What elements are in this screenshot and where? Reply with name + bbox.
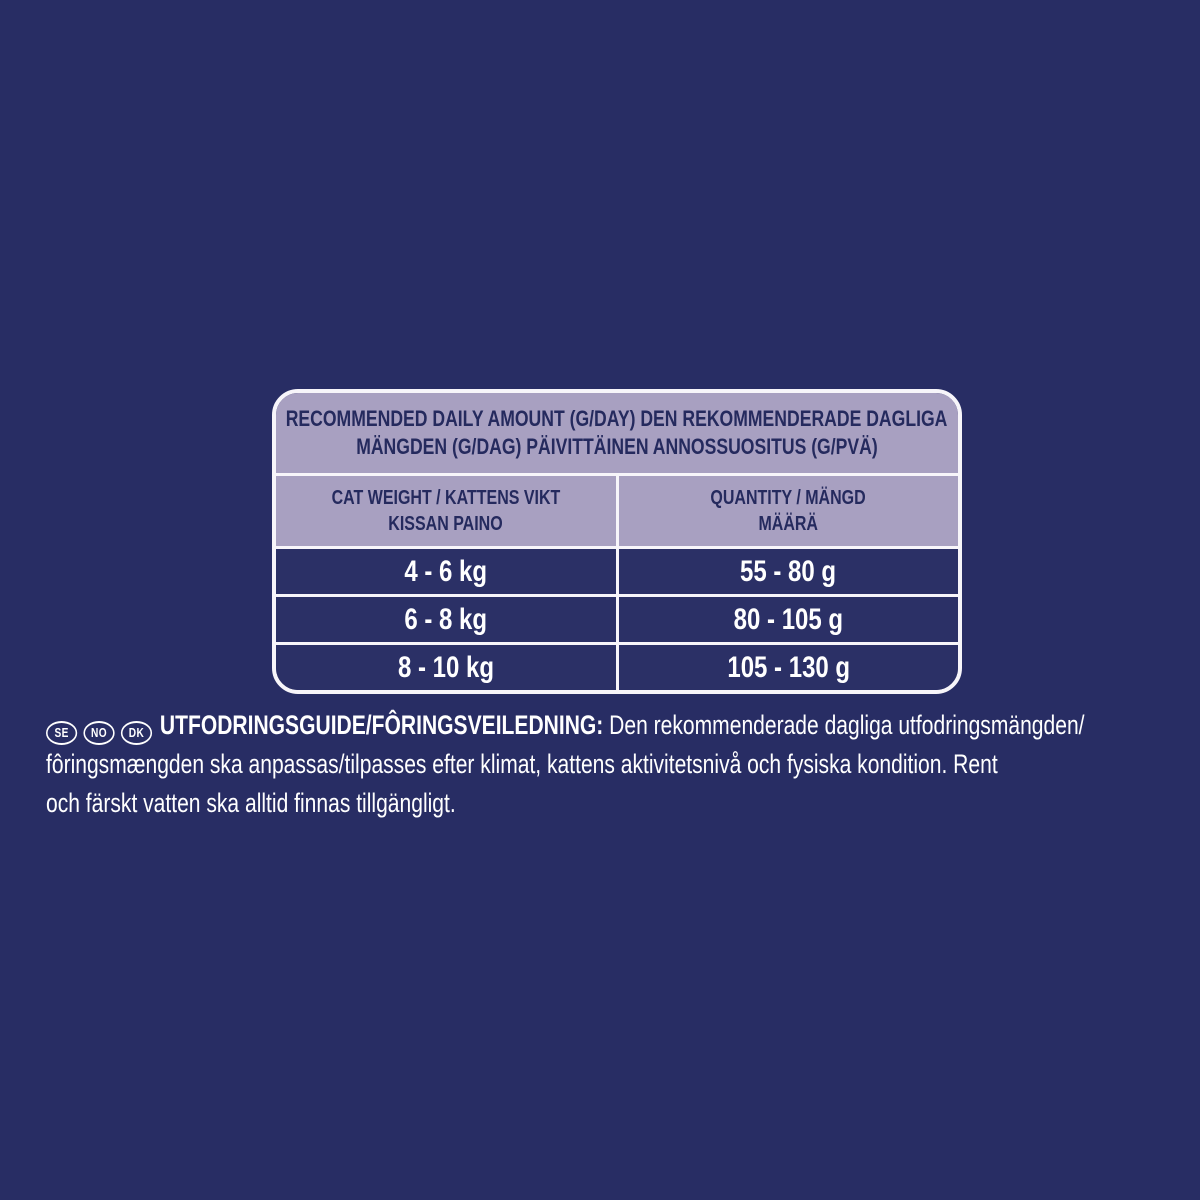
feeding-table-title-line-2: MÄNGDEN (G/DAG) PÄIVITTÄINEN ANNOSSUOSITUS (G/PVÄ) xyxy=(356,434,878,459)
cell-quantity-value: 55 - 80 g xyxy=(740,554,837,588)
country-badge-dk: DK xyxy=(121,721,152,745)
cell-quantity xyxy=(616,549,959,594)
column-header-quantity xyxy=(616,476,959,546)
column-header-quantity-line-1: QUANTITY / MÄNGD xyxy=(710,486,866,509)
country-badge-se: SE xyxy=(46,721,77,745)
column-header-quantity-line-2: MÄÄRÄ xyxy=(758,512,819,535)
feeding-table-title-line-1: RECOMMENDED DAILY AMOUNT (G/DAY) DEN REKOMMENDERADE DAGLIGA xyxy=(286,406,948,431)
table-row xyxy=(276,645,958,690)
column-header-cat-weight-line-1: CAT WEIGHT / KATTENS VIKT xyxy=(331,486,561,509)
country-badge-no: NO xyxy=(83,721,114,745)
column-header-cat-weight xyxy=(276,476,616,546)
cell-quantity xyxy=(616,645,959,690)
table-row xyxy=(276,597,958,645)
column-header-cat-weight-line-2: KISSAN PAINO xyxy=(388,512,503,535)
feeding-note-line-3: och färskt vatten ska alltid finnas tillgängligt. xyxy=(46,788,456,818)
feeding-note-line-1-rest: Den rekommenderade dagliga utfodringsmängden/ xyxy=(603,710,1085,740)
cell-quantity xyxy=(616,597,959,642)
cell-weight xyxy=(276,549,616,594)
feeding-table xyxy=(272,389,962,694)
feeding-note-heading: UTFODRINGSGUIDE/FÔRINGSVEILEDNING: xyxy=(159,710,604,740)
cell-weight-value: 8 - 10 kg xyxy=(397,650,494,684)
feeding-note-line-2: fôringsmængden ska anpassas/tilpasses efter klimat, kattens aktivitetsnivå och fysiska kondition. Rent xyxy=(46,749,998,779)
feeding-table-column-headers xyxy=(276,476,958,549)
cell-quantity-value: 105 - 130 g xyxy=(726,650,850,684)
table-row xyxy=(276,549,958,597)
cell-weight xyxy=(276,645,616,690)
cell-weight xyxy=(276,597,616,642)
cell-weight-value: 6 - 8 kg xyxy=(404,602,488,636)
feeding-note-line-1 xyxy=(46,706,1085,745)
feeding-table-title xyxy=(276,393,958,476)
cell-quantity-value: 80 - 105 g xyxy=(733,602,843,636)
feeding-note xyxy=(46,706,1186,823)
cell-weight-value: 4 - 6 kg xyxy=(404,554,488,588)
country-badges xyxy=(46,721,152,745)
